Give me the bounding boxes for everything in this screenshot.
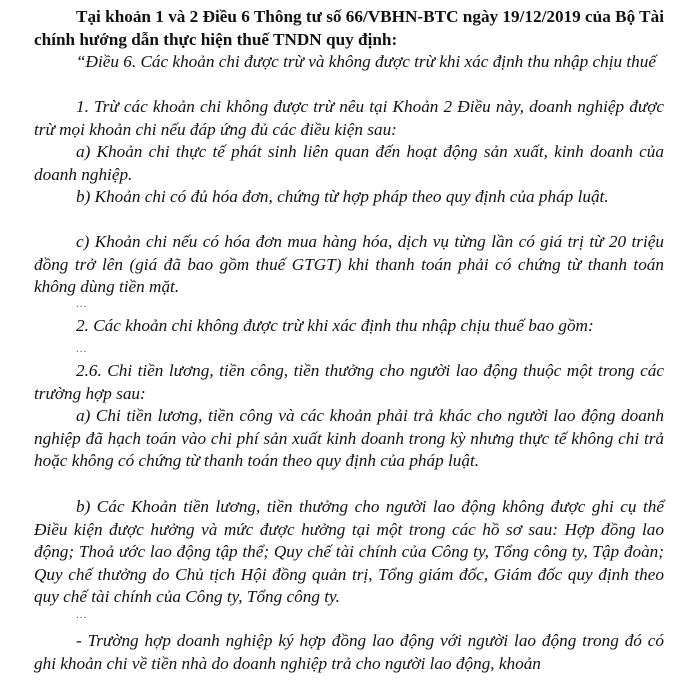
clause-2-6-b-housing: - Trường hợp doanh nghiệp ký hợp đồng lao động với người lao động trong đó có ghi khoản chi về tiền nhà do doanh nghiệp trả cho người lao động, khoản: [34, 631, 664, 673]
clause-2-6-b: b) Các Khoản tiền lương, tiền thưởng cho người lao động không được ghi cụ thể Điều kiện được hưởng và mức được hưởng tại một trong các hồ sơ sau: Hợp đồng lao động; Thoả ước lao động tập thể; Quy chế tài chính của Công ty, Tổng công ty, Tập đoàn; Quy chế thưởng do Chủ tịch Hội đồng quản trị, Tổng giám đốc, Giám đốc quy định theo quy chế tài chính của Công ty, Tổng công ty.: [34, 497, 664, 607]
document-heading: Tại khoản 1 và 2 Điều 6 Thông tư số 66/VBHN-BTC ngày 19/12/2019 của Bộ Tài chính hướng dẫn thực hiện thuế TNDN quy định:: [34, 7, 664, 49]
clause-2-6-a: a) Chi tiền lương, tiền công và các khoản phải trả khác cho người lao động doanh nghiệp đã hạch toán vào chi phí sản xuất kinh doanh trong kỳ nhưng thực tế không chi trả hoặc không có chứng từ thanh toán theo quy định của pháp luật.: [34, 406, 664, 471]
ellipsis-1: ...: [76, 298, 88, 310]
clause-1-a: a) Khoản chi thực tế phát sinh liên quan đến hoạt động sản xuất, kinh doanh của doanh nghiệp.: [34, 142, 664, 184]
ellipsis-3: ...: [76, 609, 88, 621]
clause-2-6: 2.6. Chi tiền lương, tiền công, tiền thưởng cho người lao động thuộc một trong các trường hợp sau:: [34, 361, 664, 403]
clause-1: 1. Trừ các khoản chi không được trừ nêu tại Khoản 2 Điều này, doanh nghiệp được trừ mọi khoản chi nếu đáp ứng đủ các điều kiện sau:: [34, 97, 664, 139]
clause-1-c: c) Khoản chi nếu có hóa đơn mua hàng hóa, dịch vụ từng lần có giá trị từ 20 triệu đồng trở lên (giá đã bao gồm thuế GTGT) khi thanh toán phải có chứng từ thanh toán không dùng tiền mặt.: [34, 232, 664, 297]
article-6-title: “Điều 6. Các khoản chi được trừ và không được trừ khi xác định thu nhập chịu thuế: [76, 52, 656, 71]
clause-2: 2. Các khoản chi không được trừ khi xác định thu nhập chịu thuế bao gồm:: [76, 316, 594, 335]
clause-1-b: b) Khoản chi có đủ hóa đơn, chứng từ hợp pháp theo quy định của pháp luật.: [76, 187, 609, 206]
ellipsis-2: ...: [76, 343, 88, 355]
